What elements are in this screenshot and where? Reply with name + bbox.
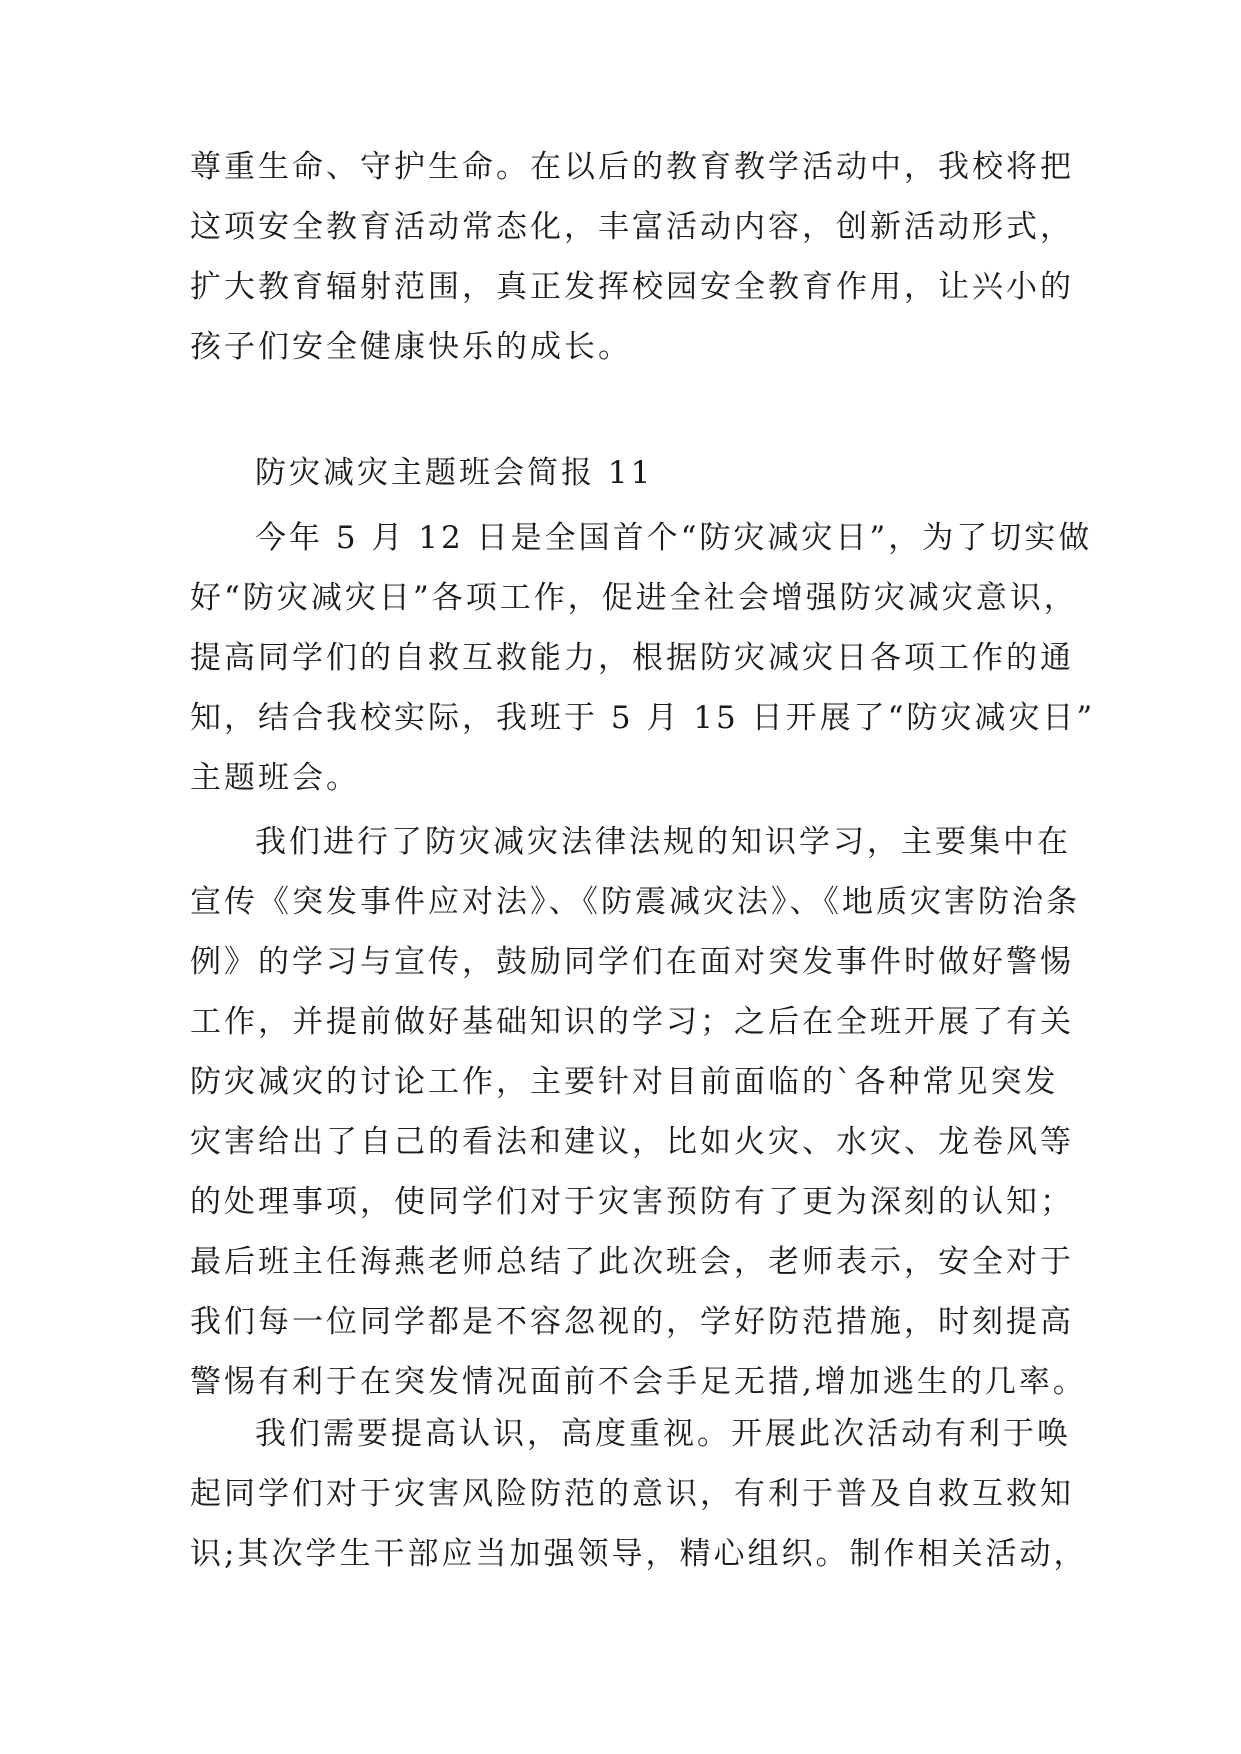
text-line: 知，结合我校实际，我班于 5 月 15 日开展了“防灾减灾日” <box>190 700 1096 736</box>
text-line: 今年 5 月 12 日是全国首个“防灾减灾日”，为了切实做 <box>255 520 1093 556</box>
text-line: 识;其次学生干部应当加强领导，精心组织。制作相关活动， <box>190 1536 1088 1572</box>
text-line: 灾害给出了自己的看法和建议，比如火灾、水灾、龙卷风等 <box>190 1124 1074 1160</box>
text-line: 宣传《突发事件应对法》、《防震减灾法》、《地质灾害防治条 <box>190 884 1080 920</box>
paragraph-intro <box>190 508 1096 808</box>
text-line: 提高同学们的自救互救能力，根据防灾减灾日各项工作的通 <box>190 640 1074 676</box>
text-line: 孩子们安全健康快乐的成长。 <box>190 329 632 365</box>
text-line: 主题班会。 <box>190 760 360 796</box>
text-line: 尊重生命、守护生命。在以后的教育教学活动中，我校将把 <box>190 149 1074 185</box>
text-line: 我们需要提高认识，高度重视。开展此次活动有利于唤 <box>255 1416 1071 1452</box>
text-line: 警惕有利于在突发情况面前不会手足无措,增加逃生的几率。 <box>190 1364 1087 1400</box>
paragraph-activities <box>190 812 1087 1412</box>
paragraph-conclusion <box>190 1404 1088 1584</box>
text-line: 这项安全教育活动常态化，丰富活动内容，创新活动形式， <box>190 209 1074 245</box>
text-line: 好“防灾减灾日”各项工作，促进全社会增强防灾减灾意识， <box>190 580 1078 616</box>
continuation-paragraph <box>190 137 1074 377</box>
text-line: 最后班主任海燕老师总结了此次班会，老师表示，安全对于 <box>190 1244 1074 1280</box>
text-line: 我们每一位同学都是不容忽视的，学好防范措施，时刻提高 <box>190 1304 1074 1340</box>
text-line: 防灾减灾的讨论工作，主要针对目前面临的`各种常见突发 <box>190 1064 1059 1100</box>
text-line: 工作，并提前做好基础知识的学习；之后在全班开展了有关 <box>190 1004 1074 1040</box>
text-line: 我们进行了防灾减灾法律法规的知识学习，主要集中在 <box>255 824 1071 860</box>
text-line: 扩大教育辐射范围，真正发挥校园安全教育作用，让兴小的 <box>190 269 1074 305</box>
text-line: 的处理事项，使同学们对于灾害预防有了更为深刻的认知； <box>190 1184 1074 1220</box>
text-line: 例》的学习与宣传，鼓励同学们在面对突发事件时做好警惕 <box>190 944 1074 980</box>
text-line: 起同学们对于灾害风险防范的意识，有利于普及自救互救知 <box>190 1476 1074 1512</box>
section-heading: 防灾减灾主题班会简报 11 <box>255 455 654 491</box>
